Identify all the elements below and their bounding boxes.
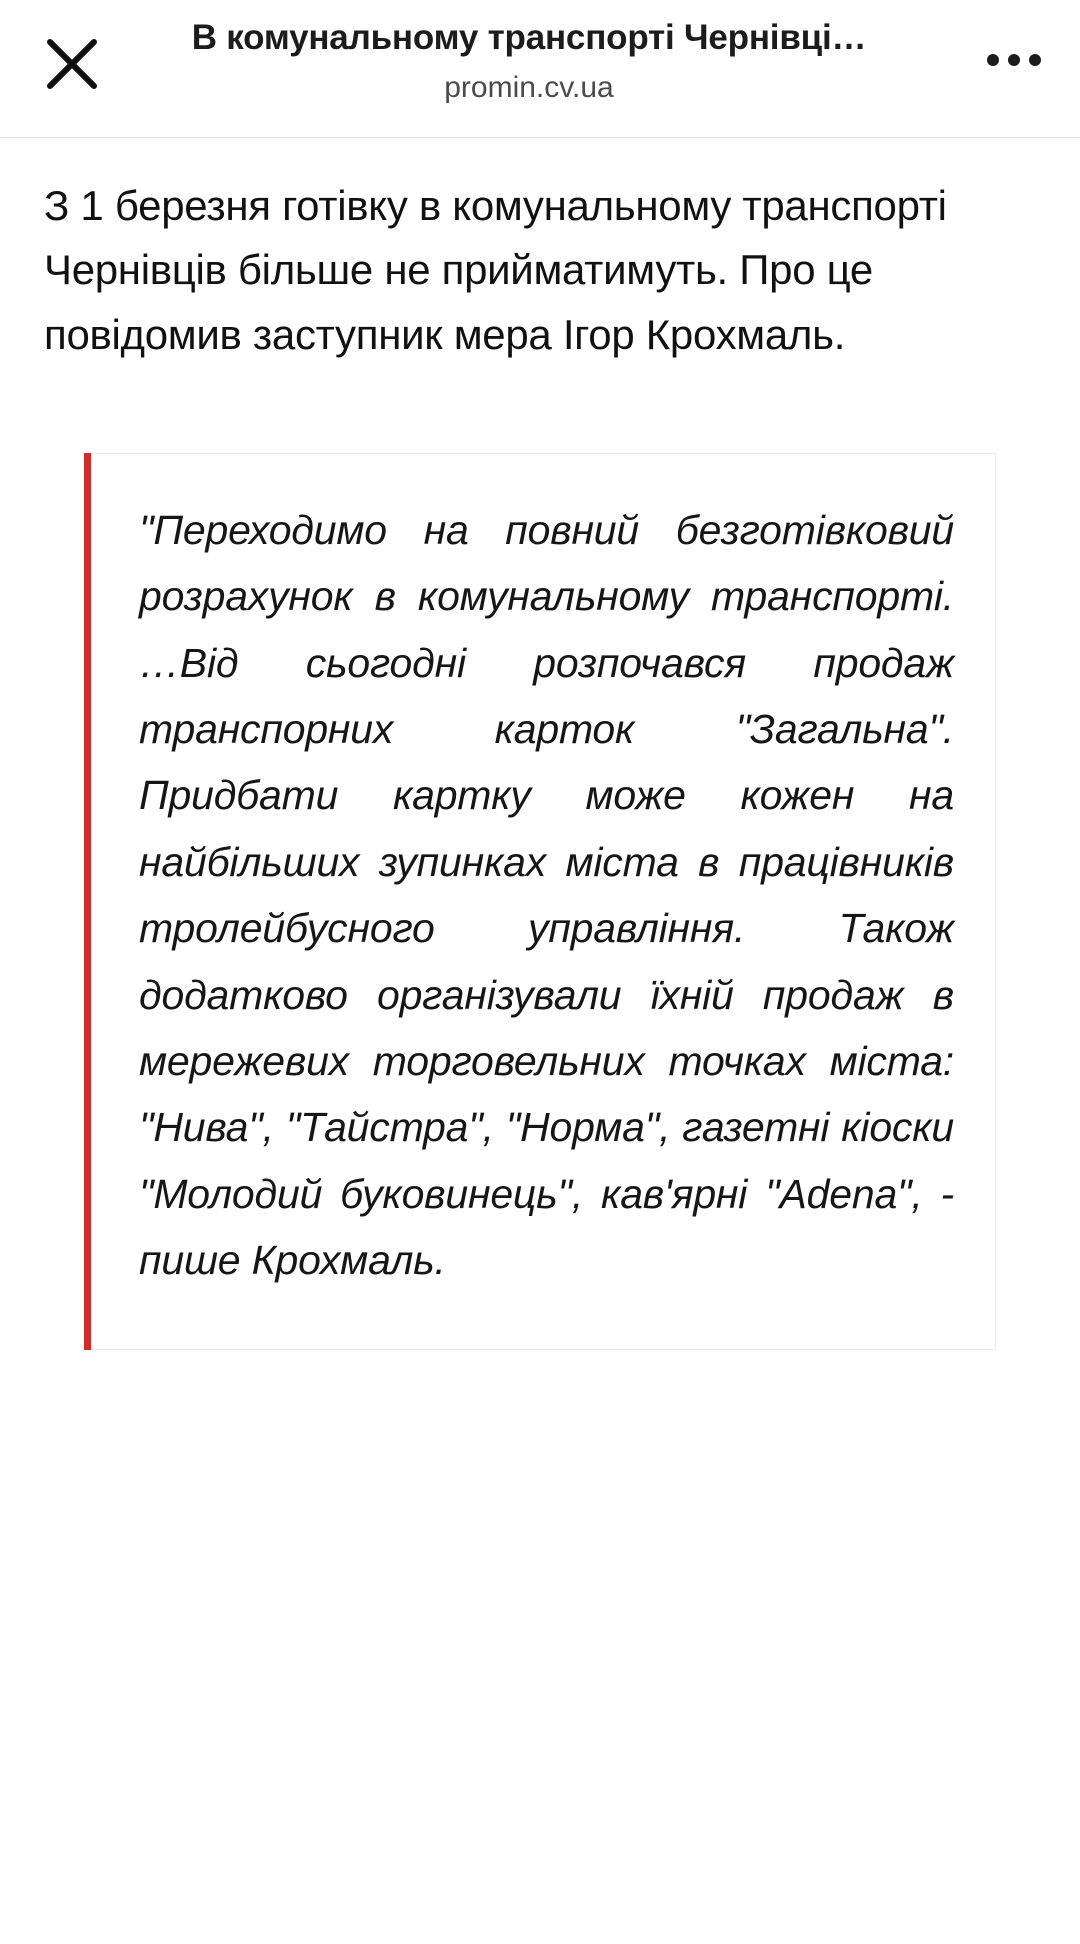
in-app-browser-header — [0, 0, 1080, 138]
article-content — [0, 174, 1080, 1350]
article-blockquote — [84, 453, 996, 1350]
more-options-icon-dot-2 — [1008, 54, 1020, 66]
more-options-icon — [987, 54, 999, 66]
more-options-icon-dot-3 — [1029, 54, 1041, 66]
more-options-button[interactable] — [974, 24, 1054, 96]
blockquote-text: "Переходимо на повний безготівковий розрахунок в комунальному транспорті. …Від сьогодні розпочався продаж транспорних карток "Загальна". Придбати картку може кожен на найбільших зупинках міста в працівників тролейбусного управління. Також додатково організували їхній продаж в мережевих торговельних точках міста: "Нива", "Тайстра", "Норма", газетні кіоски "Молодий буковинець", кав'ярні "Adena", - пише Крохмаль. — [139, 506, 954, 1284]
close-button[interactable] — [34, 26, 110, 102]
article-lead-paragraph: З 1 березня готівку в комунальному транспорті Чернівців більше не прийматимуть. Про це повідомив заступник мера Ігор Крохмаль. — [44, 182, 947, 358]
page-domain: promin.cv.ua — [444, 70, 614, 104]
page-title: В комунальному транспорті Чернівці… — [191, 18, 867, 57]
header-titles — [128, 16, 930, 106]
close-icon — [45, 37, 99, 91]
